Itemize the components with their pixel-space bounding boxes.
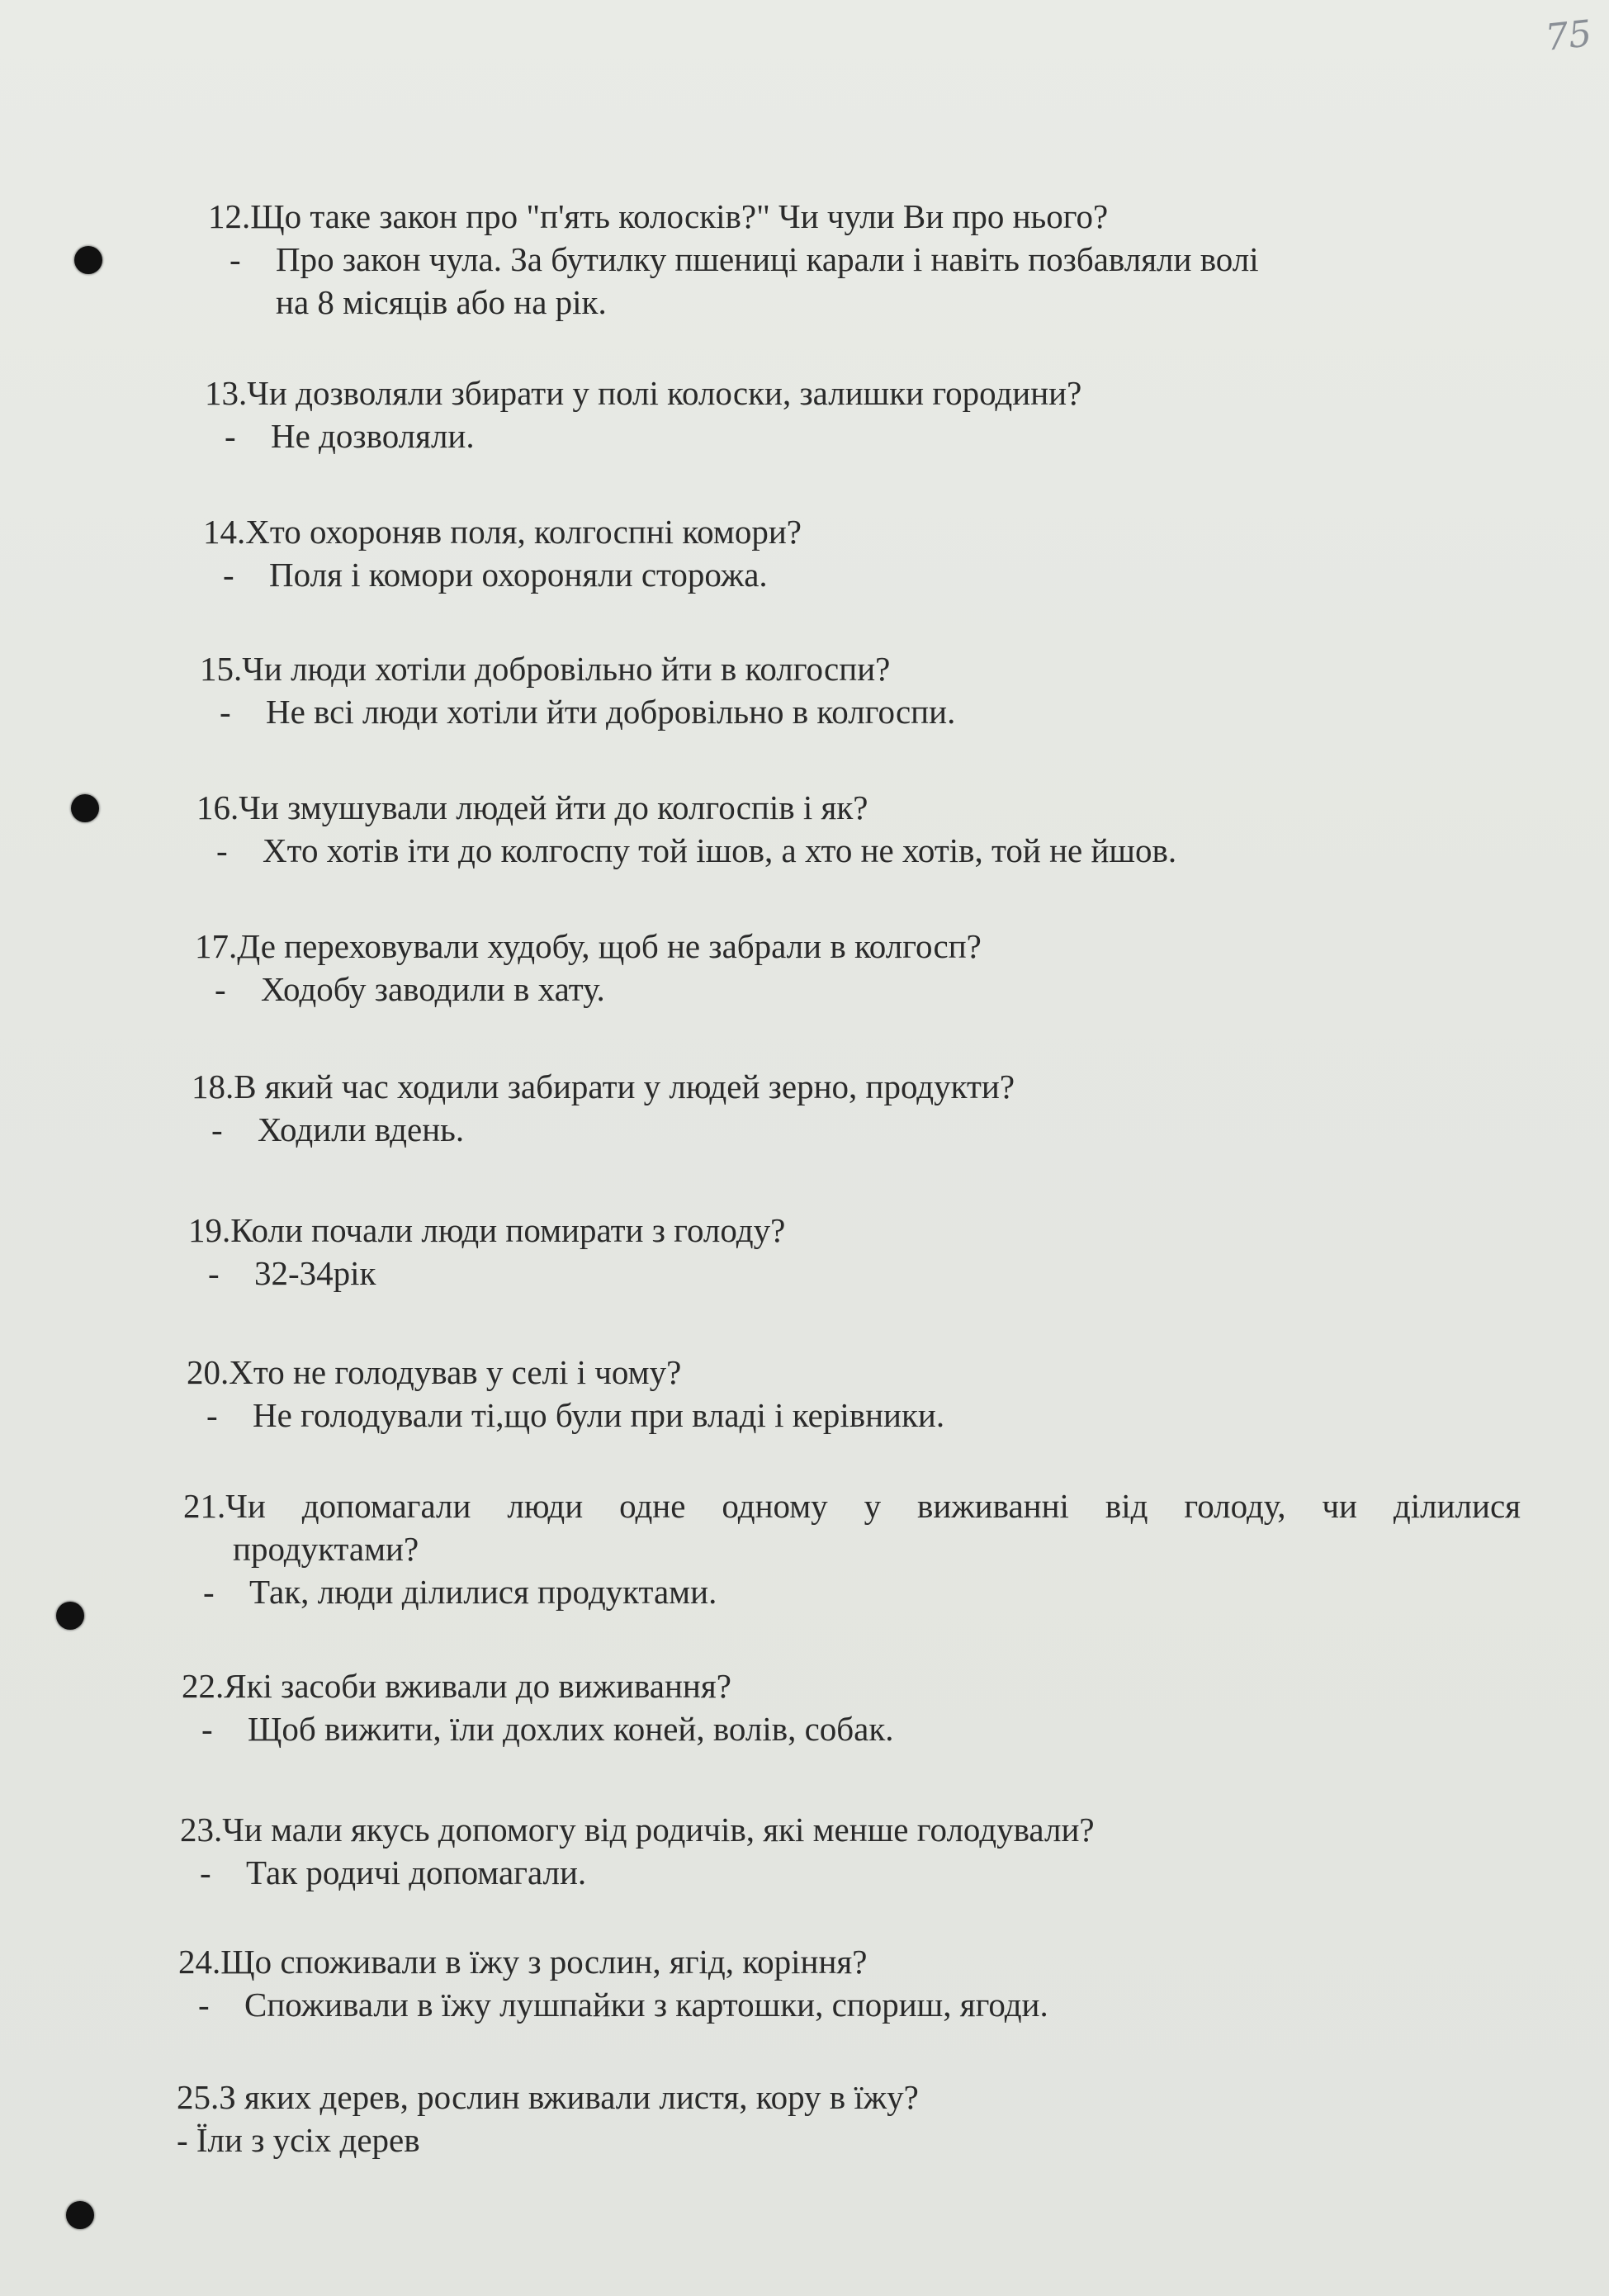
answer-text: - Щоб вижити, їли дохлих коней, волів, собак. <box>201 1710 894 1748</box>
question-text: 13.Чи дозволяли збирати у полі колоски, залишки городини? <box>205 374 1082 412</box>
question-text: 12.Що таке закон про "п'ять колосків?" Чи чули Ви про нього? <box>208 197 1109 235</box>
qa-item-23 <box>180 1808 1095 1894</box>
answer-continuation: на 8 місяців або на рік. <box>276 283 607 321</box>
question-text: 20.Хто не голодував у селі і чому? <box>187 1353 682 1391</box>
page-number: 75 <box>1543 12 1594 59</box>
answer-text: - Так родичі допомагали. <box>200 1853 587 1891</box>
answer-text: - Їли з усіх дерев <box>177 2121 420 2159</box>
qa-item-14 <box>203 510 802 596</box>
qa-item-19 <box>188 1209 785 1295</box>
qa-item-21 <box>183 1484 1521 1613</box>
qa-item-15 <box>200 647 955 733</box>
question-text: 25.З яких дерев, рослин вживали листя, кору в їжу? <box>177 2078 919 2116</box>
answer-text: - Ходили вдень. <box>211 1110 465 1148</box>
answer-text: - Не всі люди хотіли йти добровільно в колгоспи. <box>220 693 956 731</box>
answer-text: - Споживали в їжу лушпайки з картошки, спориш, ягоди. <box>198 1986 1048 2024</box>
answer-text: - Про закон чула. За бутилку пшениці карали і навіть позбавляли волі <box>230 240 1259 278</box>
question-continuation: продуктами? <box>233 1530 419 1568</box>
answer-text: - Поля і комори охороняли сторожа. <box>223 556 768 594</box>
qa-item-16 <box>196 786 1176 872</box>
qa-item-17 <box>195 925 982 1011</box>
question-text: 17.Де переховували худобу, щоб не забрали в колгосп? <box>195 927 982 965</box>
qa-item-22 <box>182 1664 894 1750</box>
qa-item-13 <box>205 372 1081 457</box>
binder-hole <box>74 246 102 274</box>
answer-text: - Не голодували ті,що були при владі і керівники. <box>206 1396 945 1434</box>
answer-text: - Ходобу заводили в хату. <box>215 970 605 1008</box>
answer-text: - Хто хотів іти до колгоспу той ішов, а хто не хотів, той не йшов. <box>216 831 1177 869</box>
binder-hole <box>66 2201 94 2229</box>
answer-text: - Не дозволяли. <box>225 417 475 455</box>
binder-hole <box>56 1602 84 1630</box>
answer-text: - Так, люди ділилися продуктами. <box>203 1573 717 1611</box>
qa-item-25 <box>177 2076 919 2161</box>
binder-hole <box>71 794 99 822</box>
question-text: 24.Що споживали в їжу з рослин, ягід, коріння? <box>178 1943 868 1981</box>
qa-item-12 <box>208 195 1259 324</box>
question-text: 18.В який час ходили забирати у людей зерно, продукти? <box>192 1068 1015 1105</box>
question-text: 15.Чи люди хотіли добровільно йти в колгоспи? <box>200 650 891 688</box>
answer-text: - 32-34рік <box>208 1254 376 1292</box>
question-text: 21.Чи допомагали люди одне одному у виживанні від голоду, чи ділилися <box>183 1487 1521 1525</box>
question-text: 22.Які засоби вживали до виживання? <box>182 1667 731 1705</box>
qa-item-18 <box>192 1065 1015 1151</box>
qa-item-20 <box>187 1351 944 1437</box>
question-text: 19.Коли почали люди помирати з голоду? <box>188 1211 786 1249</box>
question-text: 14.Хто охороняв поля, колгоспні комори? <box>203 513 802 551</box>
qa-item-24 <box>178 1940 1048 2026</box>
question-text: 16.Чи змушували людей йти до колгоспів і як? <box>196 788 868 826</box>
question-text: 23.Чи мали якусь допомогу від родичів, які менше голодували? <box>180 1811 1095 1849</box>
